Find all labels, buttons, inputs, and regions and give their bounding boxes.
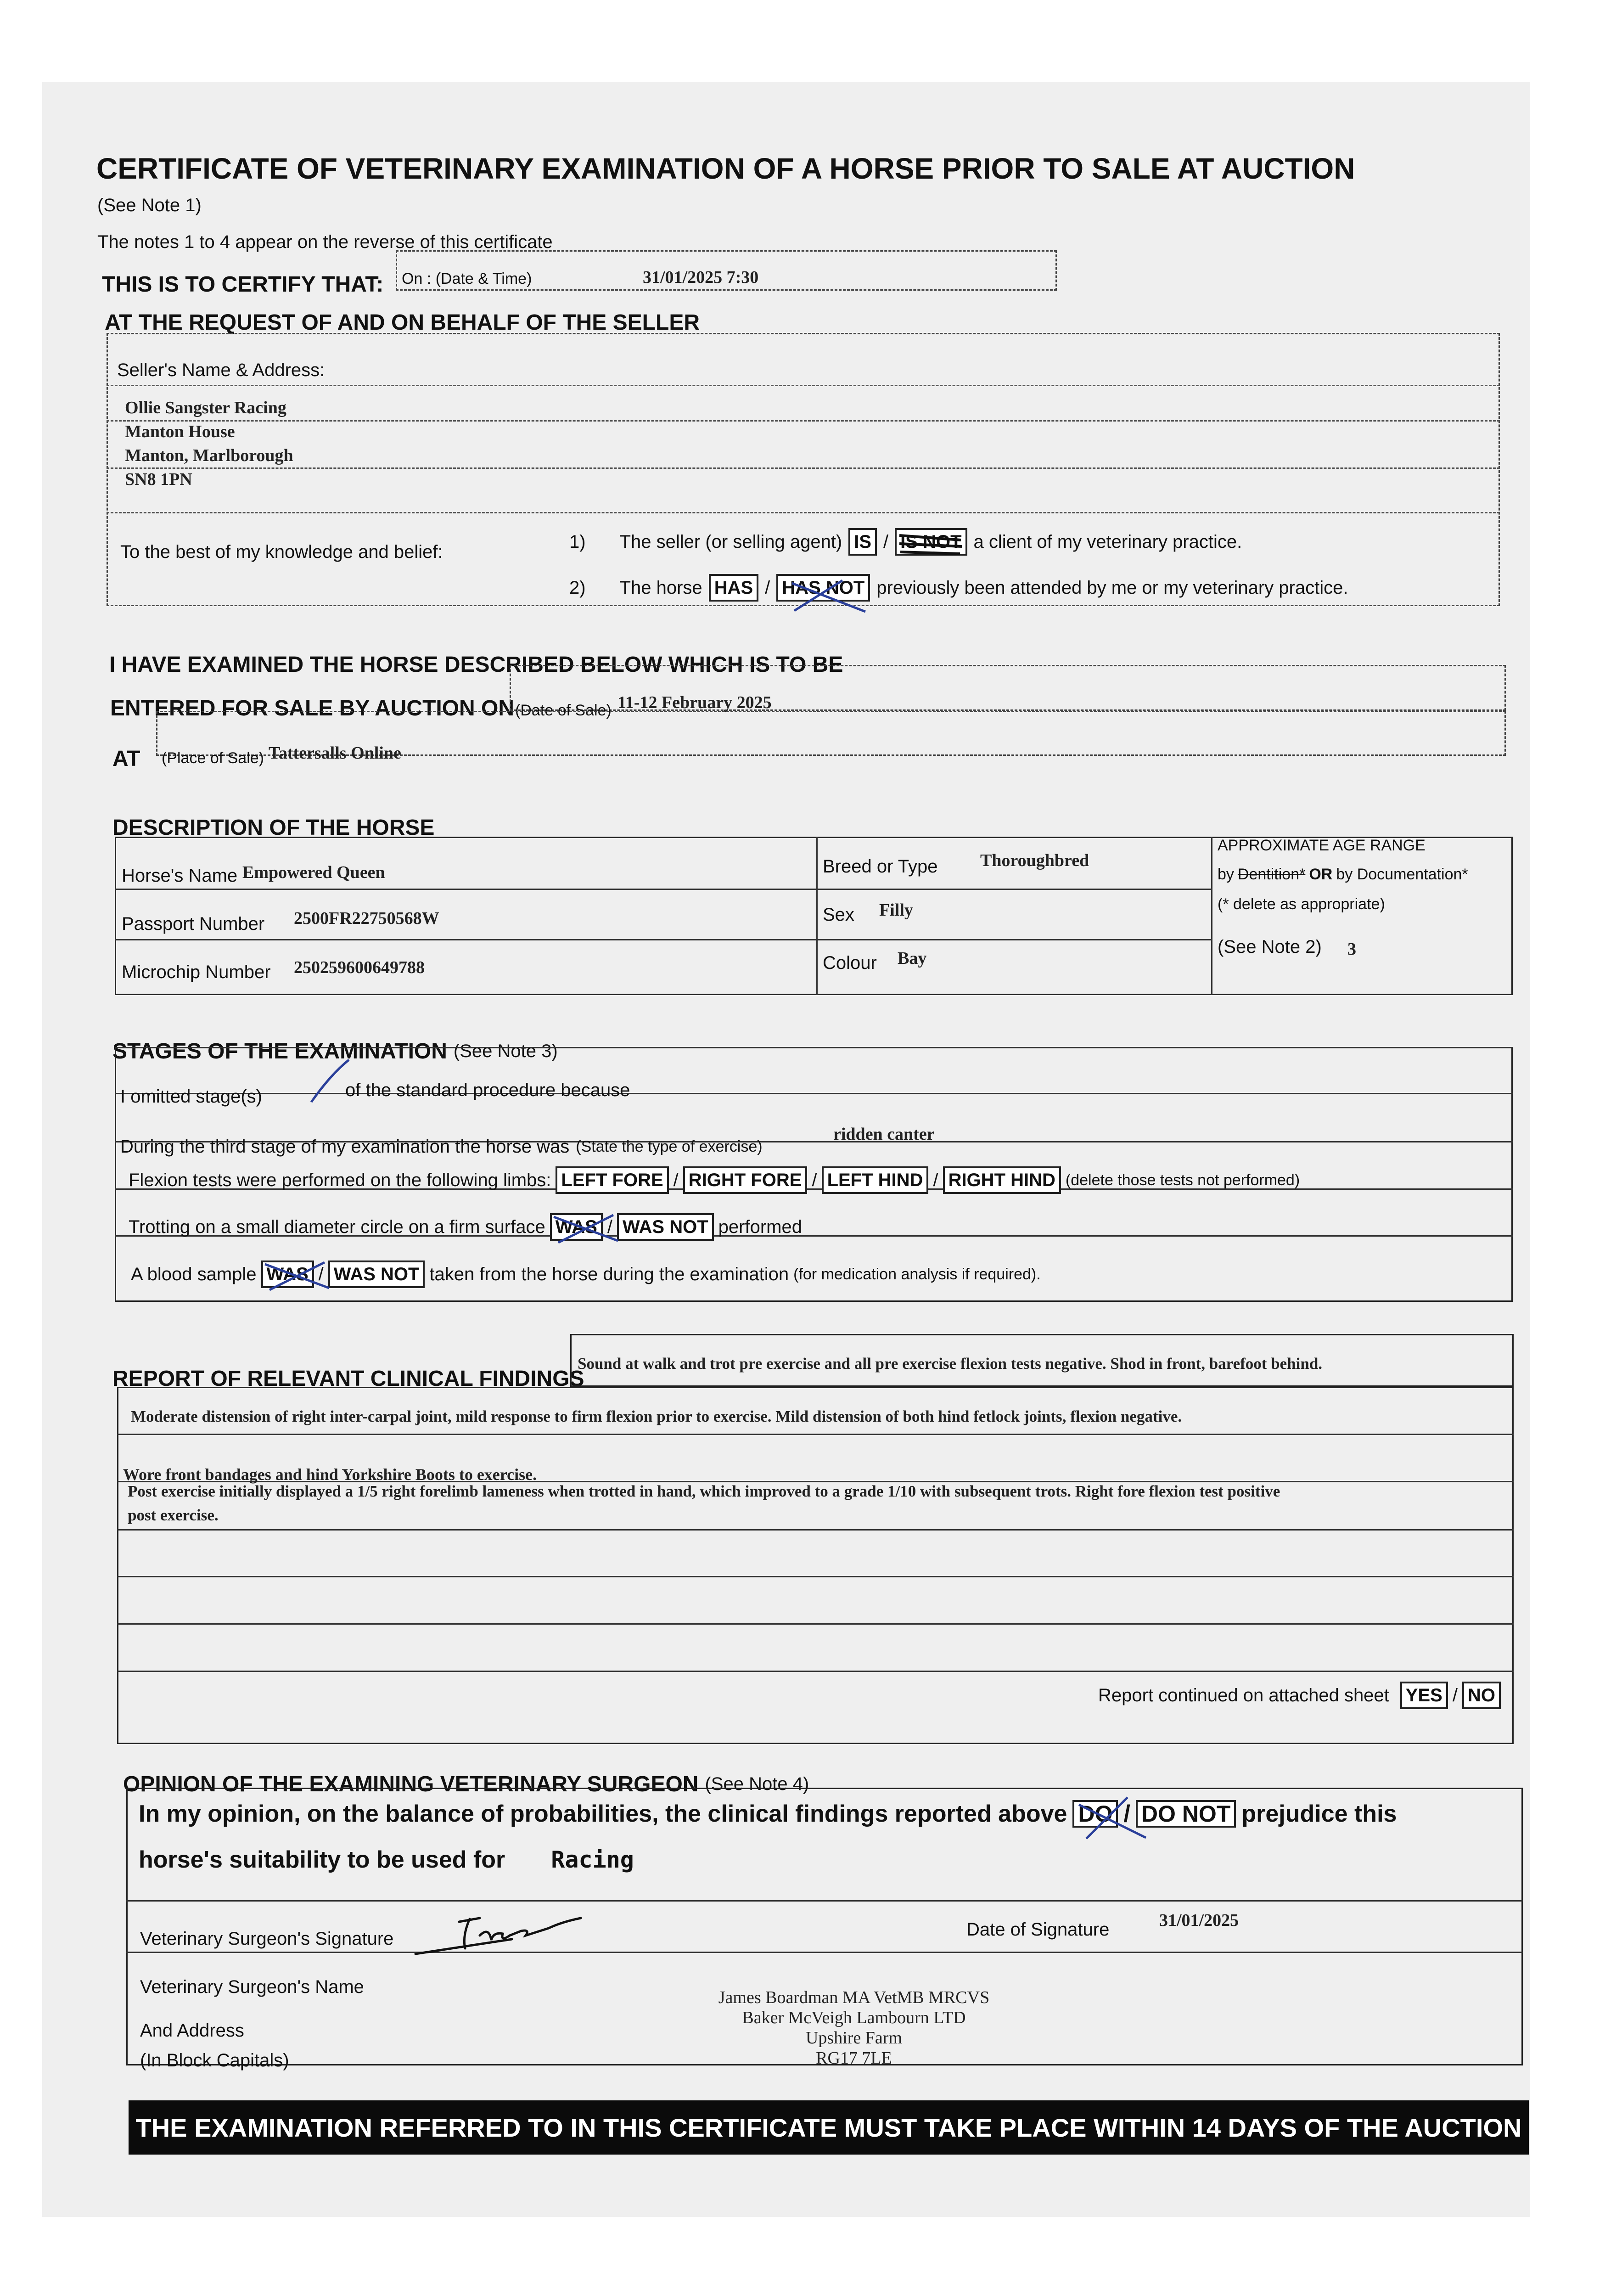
continued-yes-option[interactable]: YES bbox=[1400, 1682, 1448, 1709]
description-row-line bbox=[115, 939, 1212, 940]
description-row-line bbox=[115, 889, 1212, 890]
is-option[interactable]: IS bbox=[848, 528, 877, 556]
flexion-row bbox=[129, 1166, 1300, 1194]
age-value: 3 bbox=[1347, 940, 1356, 959]
age-see-note: (See Note 2) bbox=[1218, 937, 1322, 957]
findings-line-2: Moderate distension of right inter-carpal joint, mild response to firm flexion prior to exercise. Mild distension of both hind fetlock joints, flexion negative. bbox=[131, 1407, 1182, 1425]
blood-label: A blood sample bbox=[131, 1264, 257, 1284]
stages-row-line bbox=[115, 1047, 1513, 1048]
vet-line: RG17 7LE bbox=[816, 2048, 892, 2068]
blood-was-not-option[interactable]: WAS NOT bbox=[328, 1261, 425, 1288]
vet-line: Upshire Farm bbox=[805, 2028, 903, 2048]
description-heading: DESCRIPTION OF THE HORSE bbox=[112, 816, 435, 840]
trot-label: Trotting on a small diameter circle on a firm surface bbox=[129, 1216, 545, 1237]
findings-line-1: Sound at walk and trot pre exercise and all pre exercise flexion tests negative. Shod in front, barefoot behind. bbox=[578, 1355, 1323, 1373]
seller-address-line: Manton House bbox=[125, 422, 235, 441]
seller-address-line: SN8 1PN bbox=[125, 470, 192, 489]
seller-divider bbox=[107, 385, 1500, 386]
findings-line-3: Wore front bandages and hind Yorkshire Boots to exercise. bbox=[123, 1465, 537, 1484]
sale-date-value: 11-12 February 2025 bbox=[617, 693, 772, 712]
continued-no-option[interactable]: NO bbox=[1462, 1682, 1501, 1709]
seller-divider bbox=[107, 512, 1500, 513]
microchip-label: Microchip Number bbox=[122, 962, 271, 982]
age-or: OR bbox=[1309, 866, 1333, 883]
seller-divider bbox=[107, 467, 1500, 469]
right-fore-option[interactable]: RIGHT FORE bbox=[683, 1166, 808, 1194]
block-capitals-label: (In Block Capitals) bbox=[140, 2050, 289, 2071]
right-hind-option[interactable]: RIGHT HIND bbox=[943, 1166, 1061, 1194]
has-option[interactable]: HAS bbox=[709, 574, 758, 602]
do-option-label: DO bbox=[1078, 1801, 1113, 1827]
blood-was-option[interactable] bbox=[261, 1261, 314, 1288]
third-stage-note: (State the type of exercise) bbox=[576, 1138, 763, 1155]
option-separator: / bbox=[933, 1170, 938, 1190]
seller-address-line: Manton, Marlborough bbox=[125, 446, 293, 465]
belief-item-1 bbox=[569, 528, 1242, 556]
findings-line-4a: Post exercise initially displayed a 1/5 right forelimb lameness when trotted in hand, which improved to a grade 1/10 with subsequent trots. Right fore flexion test positive bbox=[128, 1482, 1280, 1500]
vet-line: James Boardman MA VetMB MRCVS bbox=[718, 1988, 990, 2007]
sale-date-label: (Date of Sale) bbox=[515, 702, 612, 719]
date-of-signature-label: Date of Signature bbox=[966, 1919, 1110, 1940]
third-stage-label: During the third stage of my examination the horse was bbox=[120, 1137, 570, 1157]
auction-heading-2: ENTERED FOR SALE BY AUCTION ON bbox=[110, 696, 515, 720]
blood-suffix: taken from the horse during the examination bbox=[429, 1264, 789, 1284]
left-fore-option[interactable]: LEFT FORE bbox=[556, 1166, 668, 1194]
seller-divider bbox=[107, 420, 1500, 422]
continued-label: Report continued on attached sheet bbox=[1098, 1685, 1389, 1705]
age-by: by bbox=[1218, 866, 1234, 883]
belief-item-1-number: 1) bbox=[569, 531, 586, 552]
colour-label: Colour bbox=[823, 953, 877, 973]
option-separator: / bbox=[1123, 1801, 1130, 1827]
continued-row bbox=[1098, 1682, 1501, 1709]
strikeout-mark bbox=[260, 1258, 334, 1294]
age-documentation: by Documentation* bbox=[1336, 866, 1468, 883]
sex-label: Sex bbox=[823, 905, 854, 925]
passport-value: 2500FR22750568W bbox=[294, 909, 439, 928]
option-separator: / bbox=[1452, 1685, 1458, 1705]
option-separator: / bbox=[318, 1264, 324, 1284]
opinion-line-2 bbox=[139, 1846, 634, 1874]
strikeout-mark bbox=[1072, 1794, 1151, 1844]
findings-row-line bbox=[117, 1576, 1514, 1577]
intended-use-value: Racing bbox=[551, 1846, 634, 1873]
belief-item-1-text: The seller (or selling agent) bbox=[619, 531, 842, 552]
stages-heading-note: (See Note 3) bbox=[453, 1041, 558, 1061]
do-not-option[interactable]: DO NOT bbox=[1136, 1800, 1236, 1828]
is-not-option[interactable] bbox=[895, 528, 967, 556]
certificate-title: CERTIFICATE OF VETERINARY EXAMINATION OF A HORSE PRIOR TO SALE AT AUCTION bbox=[96, 152, 1355, 185]
certify-label: THIS IS TO CERTIFY THAT: bbox=[102, 272, 384, 297]
sex-value: Filly bbox=[879, 900, 913, 920]
opinion-text-line2: horse's suitability to be used for bbox=[139, 1846, 505, 1873]
horse-name-value: Empowered Queen bbox=[242, 863, 385, 882]
blood-was-label: WAS bbox=[266, 1264, 309, 1284]
option-separator: / bbox=[607, 1216, 612, 1237]
omitted-suffix: of the standard procedure because bbox=[345, 1080, 630, 1100]
auction-heading-1: I HAVE EXAMINED THE HORSE DESCRIBED BELOW WHICH IS TO BE bbox=[109, 653, 843, 677]
at-label: AT bbox=[112, 747, 140, 771]
seller-heading: AT THE REQUEST OF AND ON BEHALF OF THE SELLER bbox=[105, 310, 700, 335]
trot-was-label: WAS bbox=[555, 1217, 597, 1237]
passport-label: Passport Number bbox=[122, 914, 265, 934]
description-divider bbox=[1211, 837, 1212, 995]
belief-item-2-suffix: previously been attended by me or my veterinary practice. bbox=[876, 577, 1348, 598]
trot-row bbox=[129, 1213, 802, 1241]
sale-place-label: (Place of Sale) bbox=[162, 749, 264, 767]
age-heading: APPROXIMATE AGE RANGE bbox=[1218, 837, 1426, 854]
has-not-option[interactable] bbox=[776, 574, 870, 602]
flexion-label: Flexion tests were performed on the following limbs: bbox=[129, 1170, 551, 1190]
option-separator: / bbox=[883, 531, 889, 552]
microchip-value: 250259600649788 bbox=[294, 958, 425, 977]
option-separator: / bbox=[812, 1170, 817, 1190]
belief-item-2-text: The horse bbox=[619, 577, 702, 598]
age-delete-note: (* delete as appropriate) bbox=[1218, 895, 1385, 913]
opinion-row-line bbox=[126, 1900, 1523, 1902]
belief-label: To the best of my knowledge and belief: bbox=[120, 542, 443, 562]
breed-label: Breed or Type bbox=[823, 856, 938, 877]
option-separator: / bbox=[765, 577, 770, 598]
age-dentition: Dentition* bbox=[1237, 866, 1306, 883]
seller-name-label: Seller's Name & Address: bbox=[117, 360, 325, 380]
left-hind-option[interactable]: LEFT HIND bbox=[822, 1166, 929, 1194]
belief-item-2 bbox=[569, 574, 1348, 602]
stages-heading: STAGES OF THE EXAMINATION bbox=[112, 1039, 447, 1064]
notes-line: The notes 1 to 4 appear on the reverse of this certificate bbox=[97, 232, 553, 252]
opinion-heading-note: (See Note 4) bbox=[705, 1774, 809, 1794]
trot-suffix: performed bbox=[718, 1216, 802, 1237]
footer-banner: THE EXAMINATION REFERRED TO IN THIS CERTIFICATE MUST TAKE PLACE WITHIN 14 DAYS OF THE AUCTION bbox=[129, 2100, 1529, 2155]
findings-row-line bbox=[117, 1434, 1514, 1435]
findings-row-line bbox=[117, 1529, 1514, 1531]
seller-address-line: Ollie Sangster Racing bbox=[125, 398, 286, 417]
do-option[interactable] bbox=[1072, 1800, 1118, 1828]
third-stage-value: ridden canter bbox=[833, 1125, 935, 1144]
strikeout-mark bbox=[897, 530, 965, 557]
opinion-heading: OPINION OF THE EXAMINING VETERINARY SURGEON bbox=[123, 1772, 699, 1796]
findings-line-4b: post exercise. bbox=[128, 1506, 219, 1524]
findings-heading: REPORT OF RELEVANT CLINICAL FINDINGS bbox=[112, 1367, 584, 1391]
is-not-option-label: IS NOT bbox=[900, 532, 962, 552]
opinion-text-pre: In my opinion, on the balance of probabilities, the clinical findings reported above bbox=[139, 1801, 1067, 1827]
findings-row-line bbox=[117, 1671, 1514, 1672]
date-time-value: 31/01/2025 7:30 bbox=[643, 268, 759, 287]
opinion-row-line bbox=[126, 1952, 1523, 1953]
belief-item-2-number: 2) bbox=[569, 577, 586, 598]
blood-note: (for medication analysis if required). bbox=[793, 1265, 1041, 1283]
third-stage-row bbox=[120, 1137, 763, 1157]
trot-was-option[interactable] bbox=[550, 1213, 603, 1241]
horse-name-label: Horse's Name bbox=[122, 866, 238, 886]
vet-address-label: And Address bbox=[140, 2020, 244, 2041]
blood-row bbox=[131, 1261, 1041, 1288]
breed-value: Thoroughbred bbox=[980, 851, 1089, 870]
strikeout-mark bbox=[549, 1210, 623, 1247]
option-separator: / bbox=[673, 1170, 679, 1190]
findings-row-line bbox=[117, 1623, 1514, 1625]
trot-was-not-option[interactable]: WAS NOT bbox=[617, 1213, 714, 1241]
age-method-line bbox=[1218, 866, 1468, 884]
signature-image bbox=[411, 1908, 613, 1958]
opinion-text-post: prejudice this bbox=[1241, 1801, 1397, 1827]
has-not-option-label: HAS NOT bbox=[782, 578, 865, 598]
omitted-label: I omitted stage(s) bbox=[120, 1086, 263, 1107]
vet-line: Baker McVeigh Lambourn LTD bbox=[742, 2008, 966, 2027]
vet-name-label: Veterinary Surgeon's Name bbox=[140, 1977, 364, 1997]
date-time-label: On : (Date & Time) bbox=[402, 270, 532, 287]
opinion-line-1 bbox=[139, 1800, 1397, 1828]
description-divider bbox=[816, 837, 818, 995]
strikeout-mark bbox=[774, 574, 893, 615]
see-note-1: (See Note 1) bbox=[97, 195, 202, 215]
sale-place-value: Tattersalls Online bbox=[269, 743, 401, 763]
belief-item-1-suffix: a client of my veterinary practice. bbox=[973, 531, 1242, 552]
vet-name-address bbox=[634, 1987, 1074, 2068]
colour-value: Bay bbox=[898, 949, 927, 968]
date-of-signature-value: 31/01/2025 bbox=[1159, 1911, 1239, 1930]
flexion-note: (delete those tests not performed) bbox=[1065, 1171, 1300, 1189]
signature-label: Veterinary Surgeon's Signature bbox=[140, 1929, 394, 1949]
